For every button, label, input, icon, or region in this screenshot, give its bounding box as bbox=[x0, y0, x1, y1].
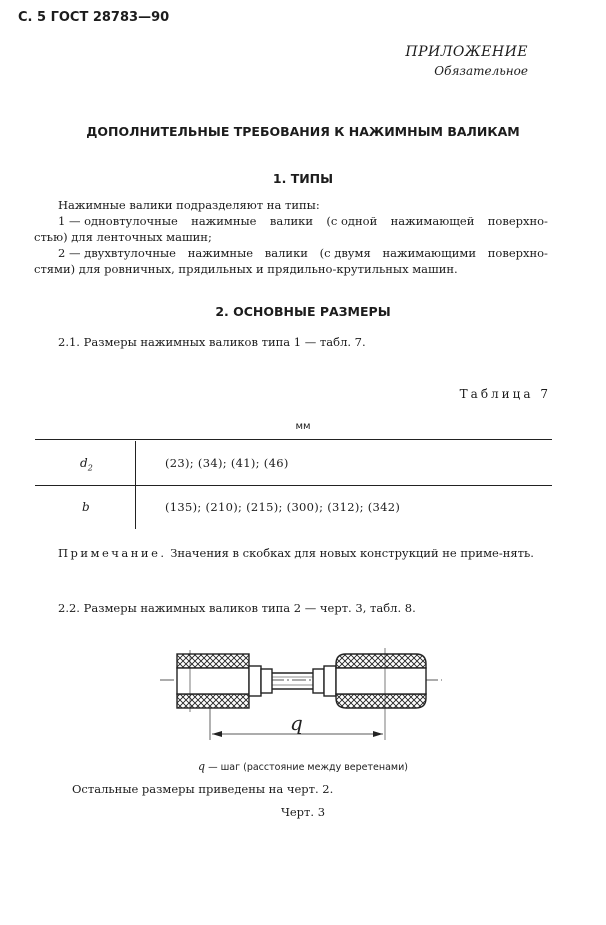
connecting-shaft bbox=[272, 673, 313, 689]
right-hub bbox=[324, 666, 336, 696]
paragraph-2-1: 2.1. Размеры нажимных валиков типа 1 — табл. 7. bbox=[58, 335, 366, 349]
left-shoulder bbox=[261, 669, 272, 693]
roller-drawing bbox=[150, 640, 450, 750]
type-1-cont: стью) для ленточных машин; bbox=[34, 230, 212, 244]
table-label: Таблица 7 bbox=[459, 387, 551, 401]
table-unit: мм bbox=[295, 421, 311, 432]
right-shoulder bbox=[313, 669, 324, 693]
section-2-title: 2. ОСНОВНЫЕ РАЗМЕРЫ bbox=[215, 304, 391, 319]
table-note: Примечание. Значения в скобках для новых конструкций не приме-нять. bbox=[58, 546, 534, 560]
other-dimensions-note: Остальные размеры приведены на черт. 2. bbox=[72, 782, 334, 796]
table-mid-rule bbox=[35, 485, 552, 486]
mandatory-label: Обязательное bbox=[434, 64, 528, 78]
table-row-values-b: (135); (210); (215); (300); (312); (342) bbox=[165, 500, 401, 514]
right-sleeve bbox=[336, 648, 426, 740]
pitch-label: q bbox=[290, 711, 303, 735]
paragraph-2-2: 2.2. Размеры нажимных валиков типа 2 — черт. 3, табл. 8. bbox=[58, 601, 416, 615]
page-header: С. 5 ГОСТ 28783—90 bbox=[18, 10, 170, 25]
table-row-values-d2: (23); (34); (41); (46) bbox=[165, 456, 289, 470]
appendix-label: ПРИЛОЖЕНИЕ bbox=[405, 44, 528, 60]
section-1-title: 1. ТИПЫ bbox=[272, 171, 334, 186]
type-2-line: 2 — двухвтулочные нажимные валики (с двумя нажимающими поверхно- bbox=[58, 246, 548, 260]
left-hub bbox=[249, 666, 261, 696]
table-top-rule bbox=[35, 439, 552, 440]
types-intro: Нажимные валики подразделяют на типы: bbox=[58, 198, 320, 212]
left-sleeve bbox=[177, 650, 249, 712]
figure-number: Черт. 3 bbox=[280, 805, 326, 819]
table-row-symbol-b: b bbox=[82, 500, 90, 514]
table-row-symbol-d2: $d_2$ bbox=[80, 456, 93, 473]
type-1-line: 1 — одновтулочные нажимные валики (с одной нажимающей поверхно- bbox=[58, 214, 548, 228]
type-2-cont: стями) для ровничных, прядильных и прядильно-крутильных машин. bbox=[34, 262, 458, 276]
table-column-divider bbox=[135, 441, 136, 529]
main-title: ДОПОЛНИТЕЛЬНЫЕ ТРЕБОВАНИЯ К НАЖИМНЫМ ВАЛИКАМ bbox=[86, 124, 520, 139]
figure-caption: q — шаг (расстояние между веретенами) bbox=[198, 760, 408, 773]
types-list bbox=[34, 197, 548, 277]
